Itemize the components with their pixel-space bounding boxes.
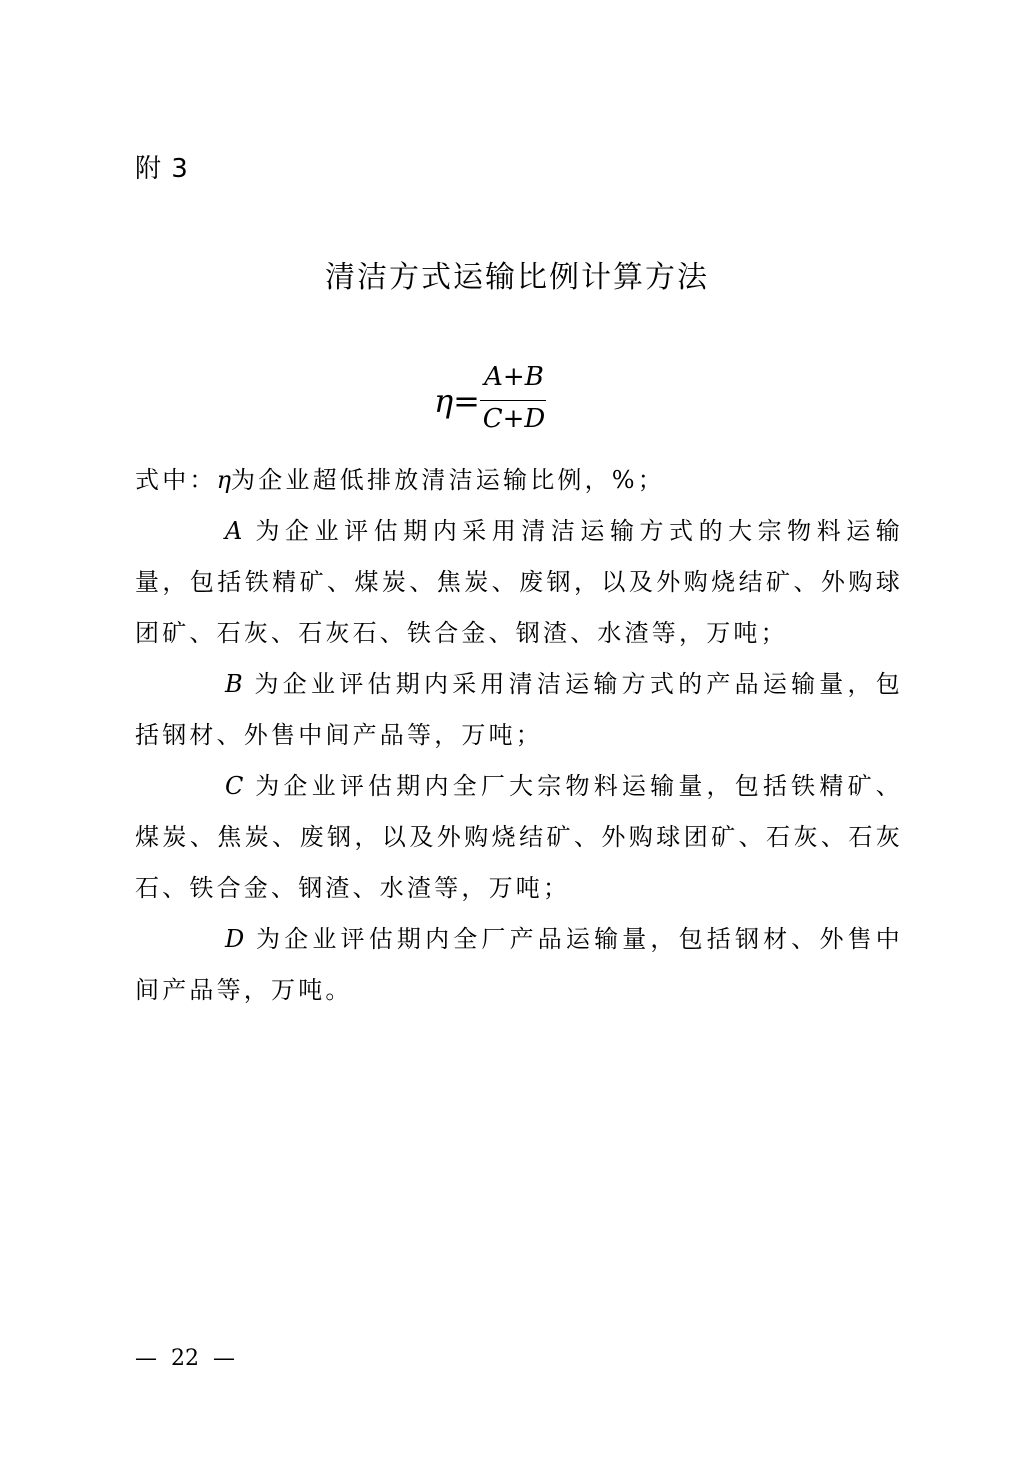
variable-eta: η	[216, 466, 231, 494]
document-title: 清洁方式运输比例计算方法	[325, 260, 709, 295]
definition-intro-prefix: 式中：	[135, 466, 217, 494]
definition-b-text: 为企业评估期内采用清洁运输方式的产品运输量，包括钢材、外售中间产品等，万吨；	[135, 670, 903, 749]
definition-intro-text: 为企业超低排放清洁运输比例，%；	[231, 466, 666, 494]
formula	[430, 362, 560, 442]
variable-d: D	[225, 925, 245, 953]
definition-c-text: 为企业评估期内全厂大宗物料运输量，包括铁精矿、煤炭、焦炭、废钢，以及外购烧结矿、外购球团矿、石灰、石灰石、铁合金、钢渣、水渣等，万吨；	[135, 772, 903, 902]
variable-b: B	[225, 670, 243, 698]
definition-intro	[135, 455, 903, 506]
definition-a	[135, 506, 903, 659]
definition-a-text: 为企业评估期内采用清洁运输方式的大宗物料运输量，包括铁精矿、煤炭、焦炭、废钢，以及外购烧结矿、外购球团矿、石灰、石灰石、铁合金、钢渣、水渣等，万吨；	[135, 517, 903, 647]
definition-d-text: 为企业评估期内全厂产品运输量，包括钢材、外售中间产品等，万吨。	[135, 925, 903, 1004]
definition-b	[135, 659, 903, 761]
variable-a: A	[225, 517, 243, 545]
page-number: — 22 —	[135, 1346, 235, 1371]
definition-c	[135, 761, 903, 914]
formula-lhs: η=	[434, 382, 480, 420]
fraction-bar	[480, 400, 546, 401]
formula-numerator: A+B	[484, 362, 544, 392]
definition-d	[135, 914, 903, 1016]
attachment-label: 附 3	[135, 154, 189, 184]
variable-c: C	[225, 772, 244, 800]
formula-denominator: C+D	[482, 404, 546, 434]
